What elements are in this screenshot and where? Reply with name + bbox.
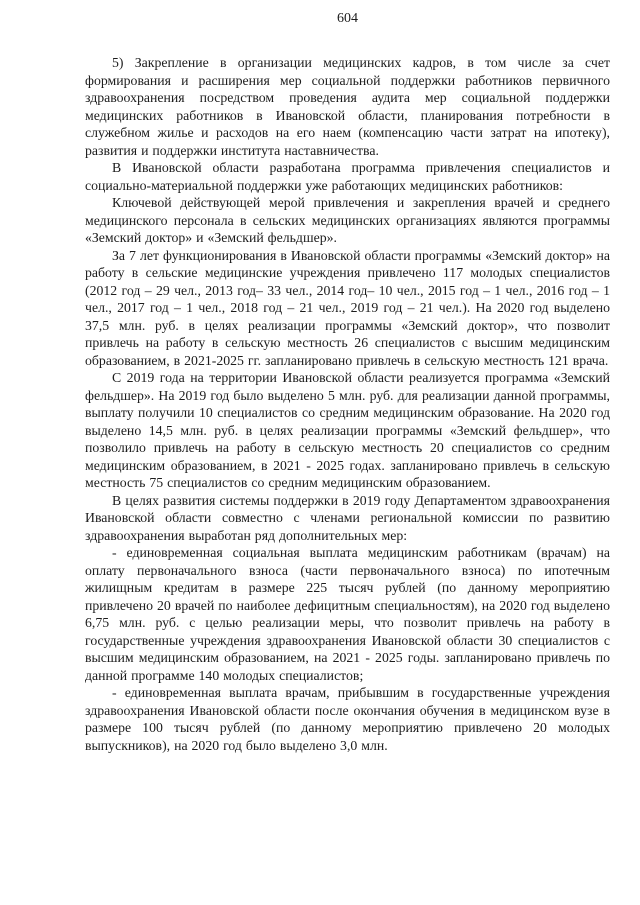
paragraph-support-system: В целях развития системы поддержки в 2019 году Департаментом здравоохранения Ивановской области совместно с членами региональной комиссии по развитию здравоохранения выработан ряд дополнительных мер: [85, 492, 610, 543]
paragraph-key-measures: Ключевой действующей мерой привлечения и закрепления врачей и среднего медицинского персонала в сельских медицинских организациях являются программы «Земский доктор» и «Земский фельдшер». [85, 195, 610, 245]
paragraph-mortgage-payment: - единовременная социальная выплата медицинским работникам (врачам) на оплату первоначального взноса (части первоначального взноса) по ипотечным жилищным кредитам в размере 225 тысяч рублей (по данному мероприятию привлечено 20 врачей по наиболее дефицитным специальностям), на 2020 год выделено 6,75 млн. руб. с целью реализации меры, что позволит привлечь на работу в государственные учреждения здравоохранения Ивановской области 30 специалистов с высшим медицинским образованием, на 2021 - 2025 годы. запланировано привлечь по данной программе 140 молодых специалистов; [85, 545, 610, 683]
page-number: 604 [337, 11, 358, 26]
paragraph-program-intro: В Ивановской области разработана программа привлечения специалистов и социально-материальной поддержки уже работающих медицинских работников: [85, 160, 610, 193]
paragraph-item-5-consolidation: 5) Закрепление в организации медицинских кадров, в том числе за счет формирования и расширения мер социальной поддержки работников первичного здравоохранения посредством проведения аудита мер социальной поддержки медицинских работников в Ивановской области, планирования потребности в служебном жилье и расходов на его наем (компенсацию части затрат на ипотеку), развития и поддержки института наставничества. [85, 55, 610, 158]
paragraph-graduate-payment: - единовременная выплата врачам, прибывшим в государственные учреждения здравоохранения Ивановской области после окончания обучения в медицинском вузе в размере 100 тысяч рублей (по данному мероприятию привлечено 20 молодых выпускников), на 2020 год было выделено 3,0 млн. [85, 685, 610, 753]
paragraph-zemsky-doctor: За 7 лет функционирования в Ивановской области программы «Земский доктор» на работу в сельские медицинские учреждения привлечено 117 молодых специалистов (2012 год – 29 чел., 2013 год– 33 чел., 2014 год– 10 чел., 2015 год – 1 чел., 2016 год – 1 чел., 2017 год – 1 чел., 2018 год – 21 чел., 2019 год – 21 чел.). На 2020 год выделено 37,5 млн. руб. в целях реализации программы «Земский доктор», что позволит привлечь на работу в сельскую местность 26 специалистов с высшим медицинским образованием, в 2021-2025 гг. запланировано привлечь в сельскую местность 121 врача. [85, 247, 610, 368]
paragraph-zemsky-feldsher: С 2019 года на территории Ивановской области реализуется программа «Земский фельдшер». На 2019 год было выделено 5 млн. руб. для реализации данной программы, выплату получили 10 специалистов со средним медицинским образование. На 2020 год выделено 14,5 млн. руб. в целях реализации программы «Земский фельдшер», что позволило привлечь на работу в сельскую местность 20 специалистов со средним медицинским образованием, в 2021 - 2025 годах. запланировано привлечь в сельскую местность 75 специалистов со средним медицинским образованием. [85, 370, 610, 490]
document-body [85, 54, 610, 754]
